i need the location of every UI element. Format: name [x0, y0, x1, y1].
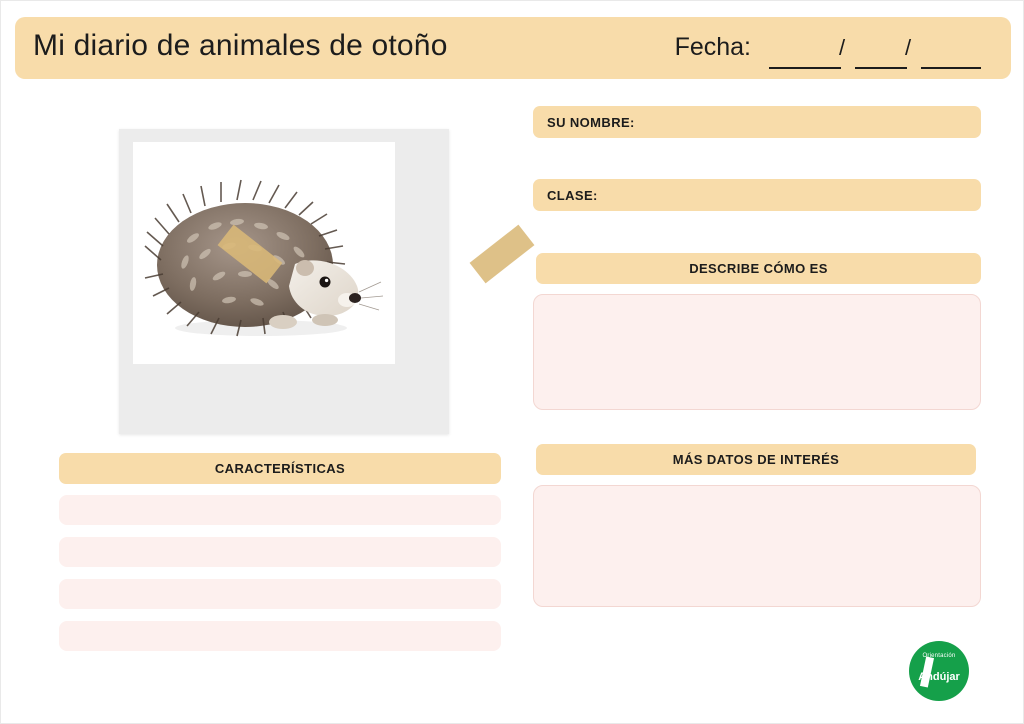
date-separator-2: / [905, 35, 912, 60]
field-label-caracteristicas: CARACTERÍSTICAS [59, 453, 501, 484]
caracteristicas-line-2[interactable] [59, 537, 501, 567]
brand-logo [909, 641, 969, 701]
describe-input-area[interactable] [533, 294, 981, 410]
field-label-mas-datos: MÁS DATOS DE INTERÉS [536, 444, 976, 475]
field-label-nombre: SU NOMBRE: [533, 106, 981, 138]
logo-bottom-text: Andújar [918, 671, 960, 683]
mas-datos-input-area[interactable] [533, 485, 981, 607]
tape-strip-right-icon [470, 225, 535, 284]
caracteristicas-line-1[interactable] [59, 495, 501, 525]
date-input-group[interactable] [769, 35, 981, 69]
page-title: Mi diario de animales de otoño [33, 29, 448, 62]
date-year-line[interactable] [921, 67, 981, 69]
date-label: Fecha: [674, 33, 751, 61]
date-separator-1: / [839, 35, 846, 60]
photo-frame [119, 129, 449, 434]
date-month-line[interactable] [855, 67, 907, 69]
field-label-describe: DESCRIBE CÓMO ES [536, 253, 981, 284]
logo-top-text: Orientación [922, 653, 956, 659]
header-bar [15, 17, 1011, 79]
date-day-line[interactable] [769, 67, 841, 69]
field-label-clase: CLASE: [533, 179, 981, 211]
caracteristicas-line-3[interactable] [59, 579, 501, 609]
caracteristicas-line-4[interactable] [59, 621, 501, 651]
